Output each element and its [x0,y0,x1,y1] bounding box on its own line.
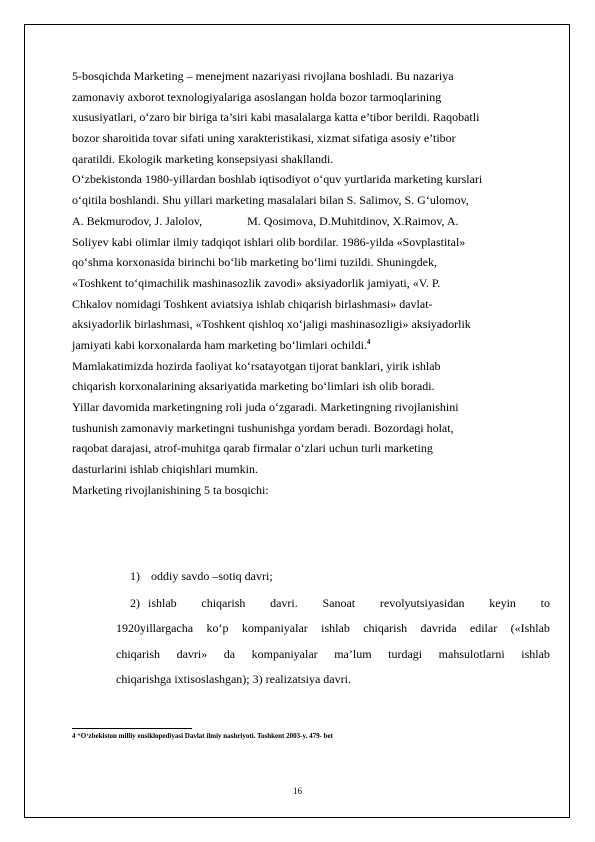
text-line-with-footnote [72,335,550,356]
word: 1920yillargacha [116,621,194,636]
text-line: A. Bekmurodov, J. Jalolov, M. Qosimova, D.Muhitdinov, X.Raimov, A. [72,213,459,228]
text-line: «Toshkent to‘qimachilik mashinasozlik zavodi» aksiyadorlik jamiyati, «V. P. [72,275,441,290]
word: («Ishlab [510,621,550,636]
word: ishlab [321,621,350,636]
text-line: aksiyadorlik birlashmasi, «Toshkent qishloq xo‘jaligi mashinasozligi» aksiyadorlik [72,317,471,332]
text-line: qo‘shma korxonasida birinchi bo‘lib marketing bo‘limi tuzildi. Shuningdek, [72,255,437,270]
word: turdagi [388,646,423,661]
page-number: 16 [293,786,302,796]
list-item [72,566,550,587]
text-line: o‘qitila boshlandi. Shu yillari marketing masalalari bilan S. Salimov, S. G‘ulomov, [72,193,469,208]
list-text: oddiy savdo –sotiq davri; [151,569,273,583]
list-item [72,591,550,617]
list-number: 1) [130,569,140,583]
text-line: raqobat darajasi, atrof-muhitga qarab firmalar o‘zlari uchun turli marketing [72,441,433,456]
list-number: 2) [130,595,140,610]
word: ma’lum [334,646,372,661]
word: to [540,595,550,610]
text-line: Yillar davomida marketingning roli juda o‘zgaradi. Marketingning rivojlanishini [72,400,459,414]
word: edilar [469,621,498,636]
text-line: O‘zbekistonda 1980-yillardan boshlab iqtisodiyot o‘quv yurtlarida marketing kurslari [72,172,483,187]
stages-list [72,566,550,693]
text-line: dasturlarini ishlab chiqishlari mumkin. [72,462,258,477]
word: chiqarish [116,646,160,661]
word: ishlab [521,646,550,661]
text-line: chiqarish korxonalarining aksariyatida marketing bo‘limlari ish olib boradi. [72,379,435,394]
word: davri» [176,646,208,661]
footnote-separator [72,728,192,729]
body-text [72,66,550,500]
word: revolyutsiyasidan [379,595,465,610]
text-line: Mamlakatimizda hozirda faoliyat ko‘rsatayotgan tijorat banklari, yirik ishlab [72,358,441,373]
text-line: xususiyatlari, o‘zaro bir biriga ta’siri kabi masalalarga katta e’tibor berildi. Raqobatli [72,110,480,125]
word: chiqarish [363,621,408,636]
word: keyin [489,595,516,610]
list-number-and-word [130,591,177,617]
text-line: tushunish zamonaviy marketingni tushunishga yordam beradi. Bozordagi holat, [72,420,454,435]
text-line: jamiyati kabi korxonalarda ham marketing bo‘limlari ochildi. [72,337,367,352]
list-item-continuation [72,616,550,693]
word: kompaniyalar [241,621,308,636]
word: chiqarish [201,595,246,610]
word: davri. [270,595,298,610]
footnote-marker[interactable]: 4 [366,337,371,346]
text-line: Soliyev kabi olimlar ilmiy tadqiqot ishlari olib bordilar. 1986-yilda «Sovplastital» [72,234,466,249]
word: Sanoat [322,595,356,610]
word: davrida [420,621,457,636]
list-text: chiqarishga ixtisoslashgan); 3) realizatsiya davri. [116,672,351,687]
word: da [223,646,236,661]
word: kompaniyalar [251,646,318,661]
word: ko‘p [206,621,229,636]
word: mahsulotlarni [438,646,505,661]
footnote: 4 “O‘zbekiston milliy ensiklopediyasi Davlat ilmiy nashriyoti. Toshkent 2003-y. 479- bet [72,732,333,740]
text-line: qaratildi. Ekologik marketing konsepsiyasi shakllandi. [72,151,334,166]
word: ishlab [148,595,177,610]
text-line: Marketing rivojlanishining 5 ta bosqichi: [72,482,269,497]
text-line: bozor sharoitida tovar sifati uning xarakteristikasi, xizmat sifatiga asosiy e’tibor [72,131,456,146]
text-line: zamonaviy axborot texnologiyalariga asoslangan holda bozor tarmoqlarining [72,89,442,104]
text-line: 5-bosqichda Marketing – menejment nazariyasi rivojlana boshladi. Bu nazariya [72,69,454,83]
text-line: Chkalov nomidagi Toshkent aviatsiya ishlab chiqarish birlashmasi» davlat- [72,296,433,311]
